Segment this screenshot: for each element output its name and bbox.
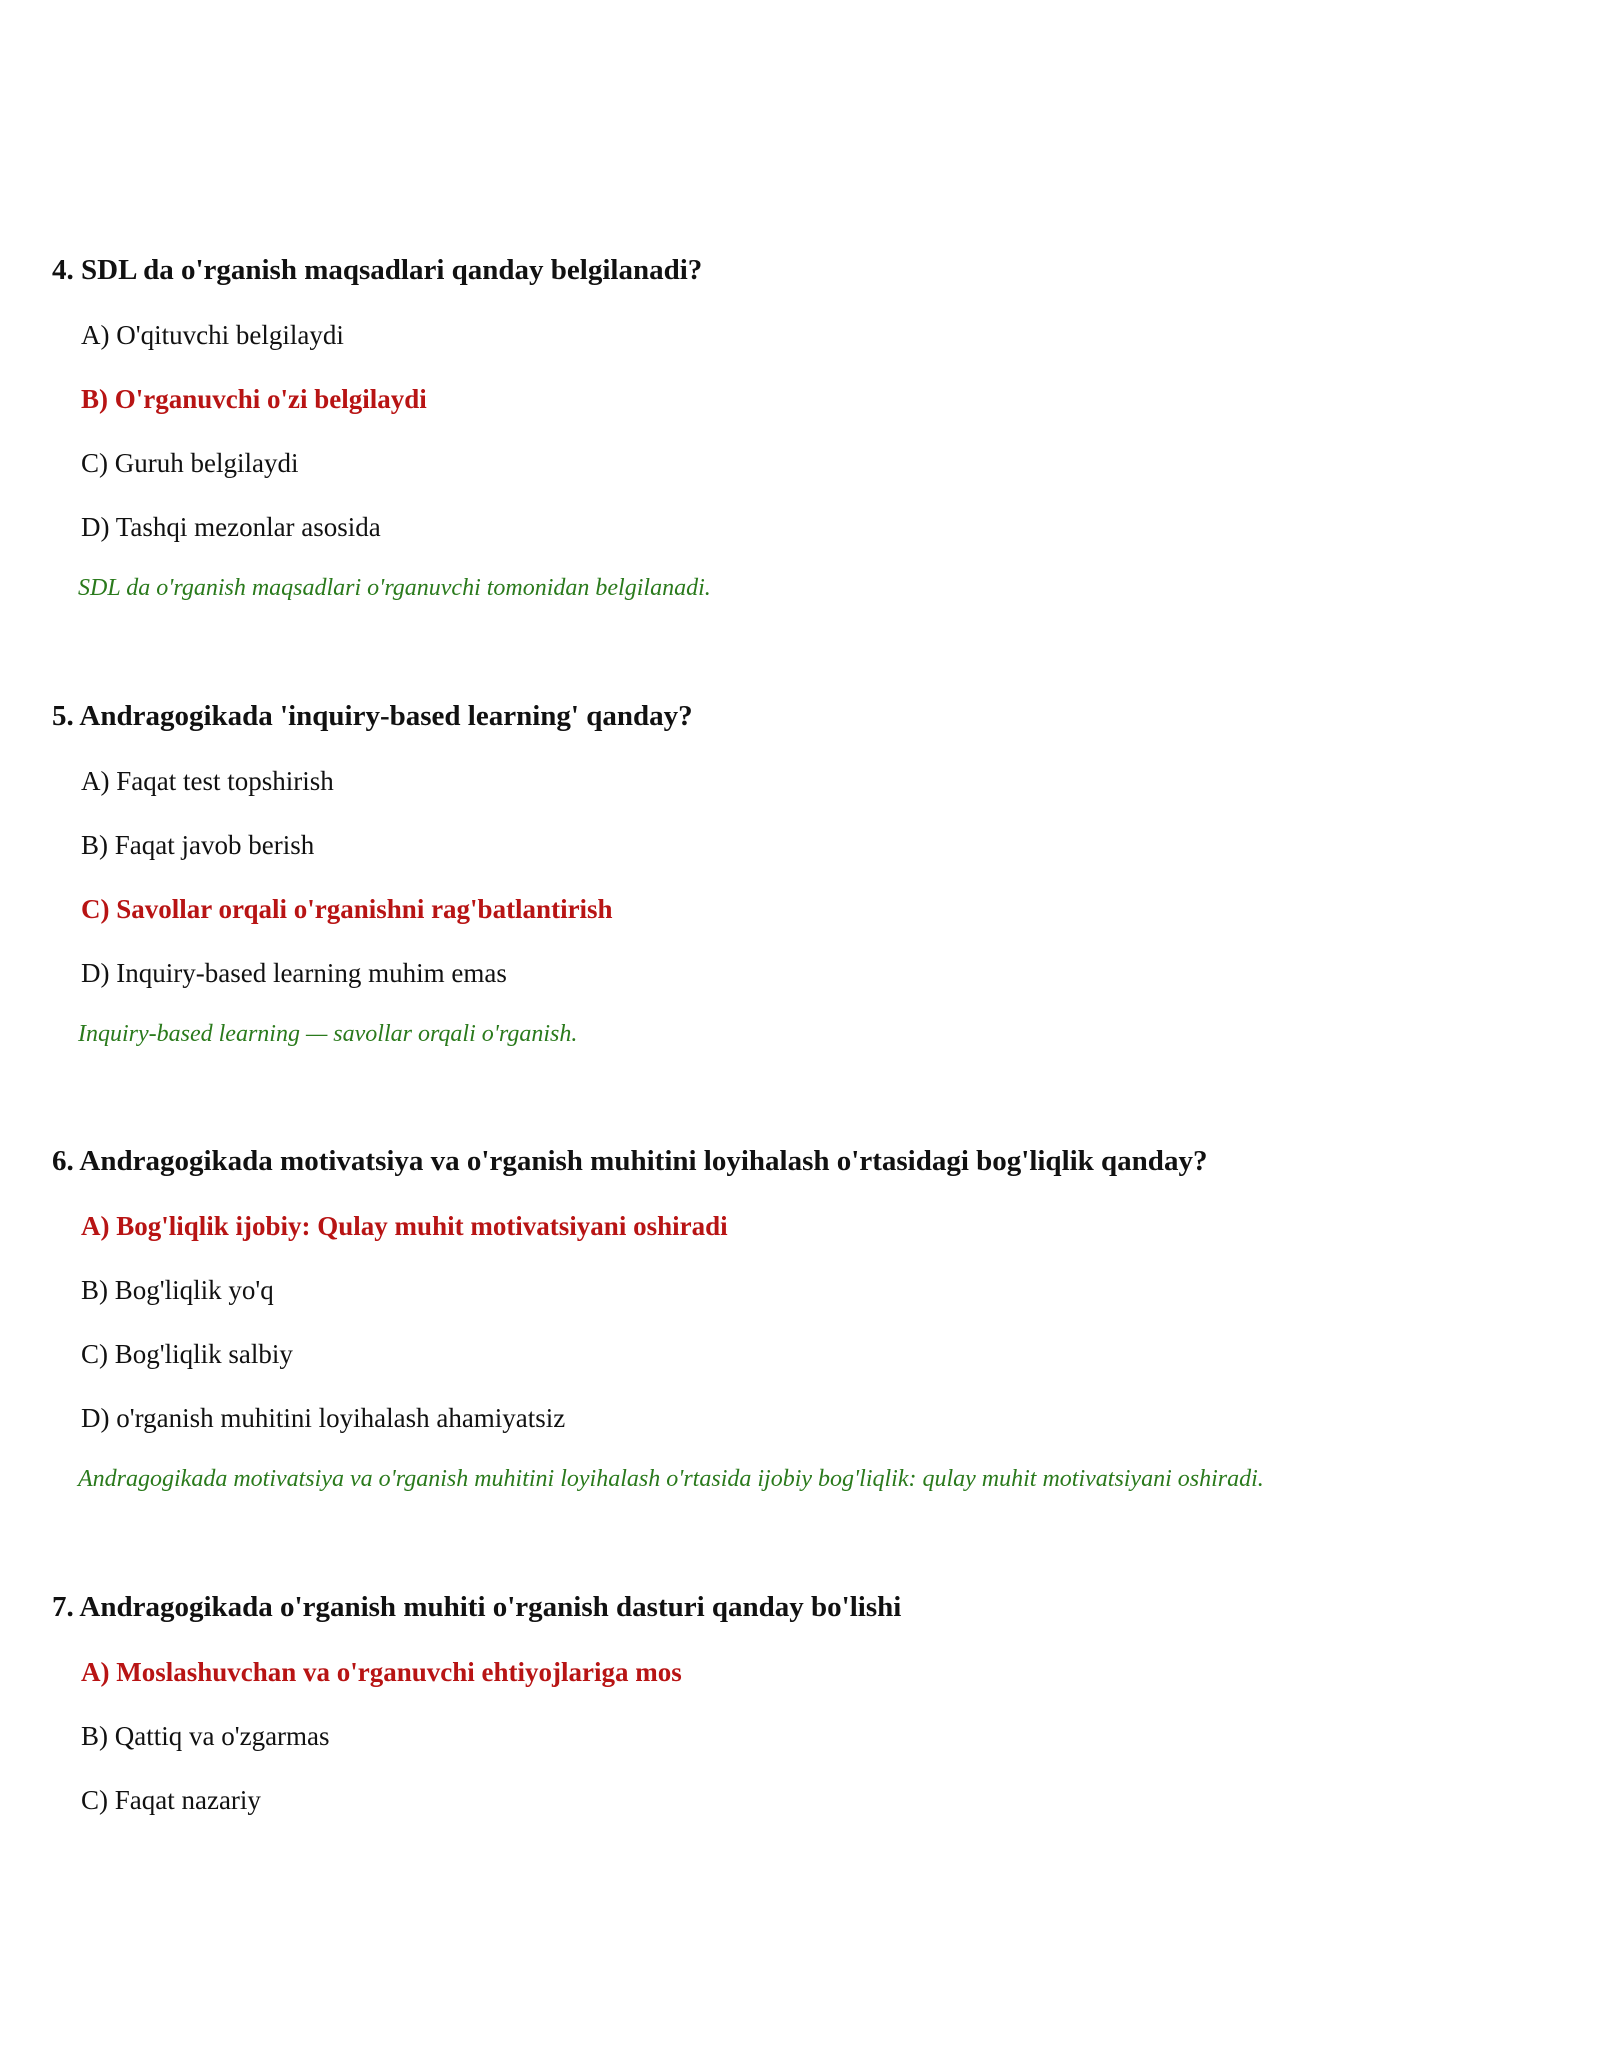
question-6 [52,1143,1552,1495]
question-title: 6. Andragogikada motivatsiya va o'rganish muhitini loyihalash o'rtasidagi bog'liqlik qanday? [52,1145,1208,1177]
option-b: B) Bog'liqlik yo'q [81,1275,274,1305]
option-a-correct: A) Moslashuvchan va o'rganuvchi ehtiyojlariga mos [81,1657,682,1687]
option-a: A) O'qituvchi belgilaydi [81,320,344,350]
option-c: C) Faqat nazariy [81,1785,261,1815]
option-a-correct: A) Bog'liqlik ijobiy: Qulay muhit motivatsiyani oshiradi [81,1211,728,1241]
option-d: D) Inquiry-based learning muhim emas [81,958,507,988]
question-title: 5. Andragogikada 'inquiry-based learning' qanday? [52,700,693,732]
option-c: C) Bog'liqlik salbiy [81,1339,293,1369]
question-7 [52,1589,1552,1817]
explanation: SDL da o'rganish maqsadlari o'rganuvchi tomonidan belgilanadi. [78,575,711,601]
question-title: 4. SDL da o'rganish maqsadlari qanday belgilanadi? [52,254,703,286]
explanation: Andragogikada motivatsiya va o'rganish muhitini loyihalash o'rtasida ijobiy bog'liqlik: qulay muhit motivatsiyani oshiradi. [78,1466,1264,1492]
option-d: D) Tashqi mezonlar asosida [81,512,381,542]
option-b: B) Faqat javob berish [81,830,315,860]
option-a: A) Faqat test topshirish [81,766,334,796]
option-c-correct: C) Savollar orqali o'rganishni rag'batlantirish [81,894,613,924]
option-b: B) Qattiq va o'zgarmas [81,1721,330,1751]
explanation: Inquiry-based learning — savollar orqali o'rganish. [78,1021,578,1047]
question-5 [52,698,1552,1050]
option-c: C) Guruh belgilaydi [81,448,299,478]
question-4 [52,252,1552,604]
question-title: 7. Andragogikada o'rganish muhiti o'rganish dasturi qanday bo'lishi [52,1591,902,1623]
option-b-correct: B) O'rganuvchi o'zi belgilaydi [81,384,427,414]
option-d: D) o'rganish muhitini loyihalash ahamiyatsiz [81,1403,566,1433]
